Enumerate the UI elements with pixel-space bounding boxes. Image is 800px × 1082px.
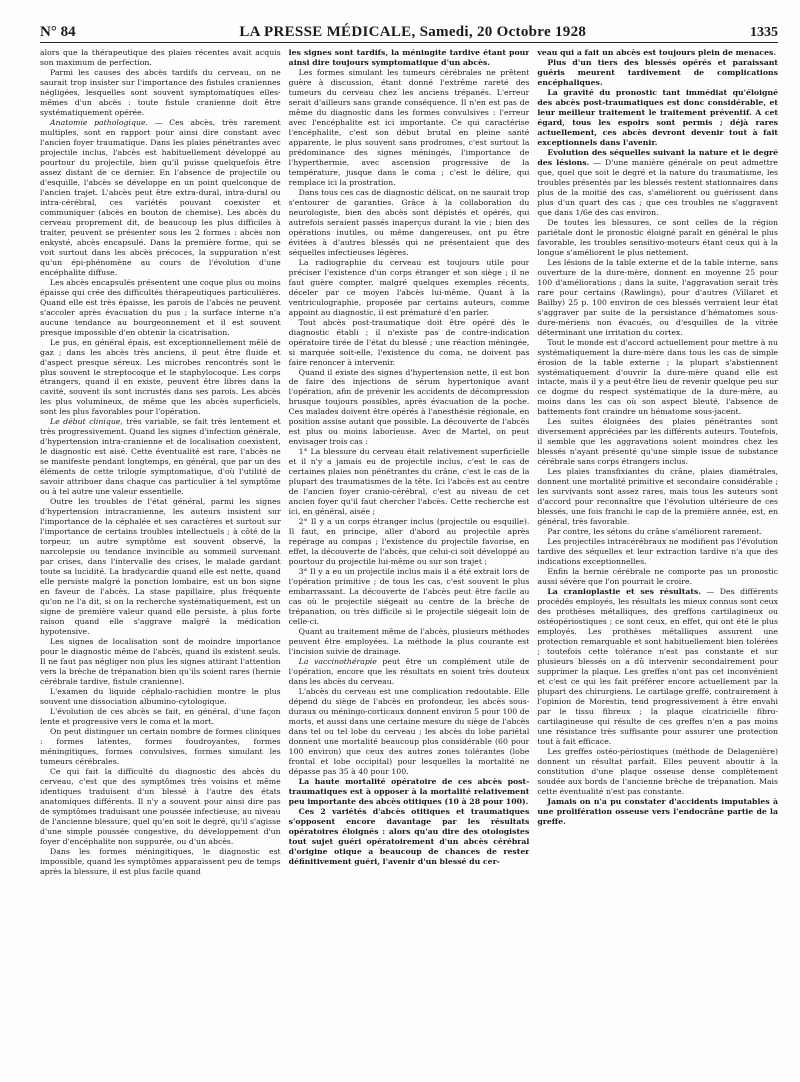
paragraph-text: Les greffes ostéo-périostiques (méthode de Delagenière) donnent un résultat parfait. Elles peuvent aboutir à la constitution d'une plaque osseuse dense complètement soudée aux bords de l'ancienne brèche de trépanation. Mais cette éventualité n'est pas constante. <box>537 746 779 796</box>
paragraph-text: Par contre, les sétons du crâne s'améliorent rarement. <box>547 527 763 537</box>
paragraph <box>40 118 281 278</box>
paragraph <box>537 258 778 338</box>
paragraph-text: De toutes les blessures, ce sont celles de la région pariétale dont le pronostic éloigné paraît en général le plus favorable, les troubles sensitivo-moteurs étant ceux qui à la longue s'améliorent le plus nettement. <box>537 217 779 257</box>
column-right <box>537 48 778 1076</box>
paragraph <box>537 527 778 537</box>
issue-number: N° 84 <box>40 24 76 40</box>
paragraph-text: Tout le monde est d'accord actuellement pour mettre à nu systématiquement la dure-mère dans tous les cas de simple érosion de la table externe ; la plupart s'abstiennent systématiquement d'ouvrir la dure-mère quand elle est intacte, mais il y a peut-être lieu de revenir quelque peu sur ce dogme du respect systématique de la dure-mère, au moins dans les cas où son aspect bleuté, l'absence de battements font craindre un hématome sous-jacent. <box>537 337 779 417</box>
paragraph-text: Les plaies transfixiantes du crâne, plaies diamétrales, donnent une mortalité primitive et secondaire considérable ; les survivants sont assez rares, mais tous les auteurs sont d'accord pour reconnaître que l'évolution ultérieure de ces blessés, une fois franchi le cap de la première année, est, en général, très favorable. <box>537 467 779 527</box>
paragraph <box>40 497 281 637</box>
paragraph-text: Les abcès encapsulés présentent une coque plus ou moins épaisse qui crée des difficultés thérapeutiques particulières. Quand elle est très épaisse, les parois de l'abcès ne peuvent s'accoler après évacuation du pus ; la surface interne n'a aucune tendance au bourgeonnement et il est souvent presque impossible d'en obtenir la cicatrisation. <box>40 277 281 337</box>
paragraph-text: Ce qui fait la difficulté du diagnostic des abcès du cerveau, c'est que des symptômes très voisins et même identiques traduisent d'un blessé à l'autre des états anatomiques différents. Il n'y a souvent pour ainsi dire pas de symptômes traduisant une poussée infectieuse, au niveau de l'ancienne blessure, quel qu'en soit le degré, qu'il s'agisse d'une simple poussée congestive, du développement d'un foyer d'encéphalite non suppurée, ou d'un abcès. <box>40 766 281 846</box>
paragraph <box>40 417 281 497</box>
paragraph-text: Quant au traitement même de l'abcès, plusieurs méthodes peuvent être employées. La méthode la plus courante est l'incision suivie de drainage. <box>288 627 530 657</box>
paragraph <box>289 777 530 807</box>
paragraph <box>537 537 778 567</box>
paragraph-text: Outre les troubles de l'état général, parmi les signes d'hypertension intracranienne, les auteurs insistent sur l'importance de la céphalée et ses caractères et surtout sur l'importance de certains troubles intellectuels ; à côté de la torpeur, un autre symptôme est souvent observé, la narcolepsie ou tendance invincible au sommeil survenant par crises, dans l'intervalle des crises, le malade gardant toute sa lucidité. La bradycardie quand elle est nette, quand elle persiste malgré la ponction lombaire, est un bon signe en faveur de l'abcès. La stase papillaire, plus fréquente qu'on ne l'a dit, si on la recherche systématiquement, est un signe de première valeur quand elle persiste, à plus forte raison quand elle s'aggrave malgré la médication hypotensive. <box>40 497 281 637</box>
article-columns <box>40 48 778 1076</box>
column-left <box>40 48 281 1076</box>
paragraph <box>537 58 778 88</box>
paragraph-text: les signes sont tardifs, la méningite tardive étant pour ainsi dire toujours symptomatique d'un abcès. <box>288 48 530 67</box>
paragraph-text: L'abcès du cerveau est une complication redoutable. Elle dépend du siège de l'abcès en profondeur, les abcès sous-duraux ou méningo-corticaux donnent environ 5 pour 100 de morts, et aussi dans une certaine mesure du siège de l'abcès dans tel ou tel lobe du cerveau ; les abcès du lobe pariétal donnent une mortalité beaucoup plus considérable (60 pour 100 environ) que ceux des autres zones tolérantes (lobe frontal et lobe occipital) pour lesquelles la mortalité ne dépasse pas 35 à 40 pour 100. <box>288 687 530 776</box>
paragraph <box>40 48 281 68</box>
paragraph <box>40 707 281 727</box>
paragraph-text: 2° Il y a un corps étranger inclus (projectile ou esquille). Il faut, en principe, aller d'abord au projectile après repérage au compas ; l'existence du projectile favorise, en effet, la découverte de l'abcès, que celui-ci soit développé au pourtour du projectile lui-même ou sur son trajet ; <box>288 517 530 567</box>
paragraph-text: Tout abcès post-traumatique doit être opéré dès le diagnostic établi ; il n'existe pas de contre-indication opératoire tirée de l'état du blessé ; une réaction méningée, si marquée soit-elle, l'existence du coma, ne doivent pas faire renoncer à intervenir. <box>288 317 530 367</box>
paragraph <box>40 637 281 687</box>
paragraph-text: La gravité du pronostic tant immédiat qu'éloigné des abcès post-traumatiques est donc considérable, et leur meilleur traitement le traitement préventif. A cet égard, tous les espoirs sont permis ; déjà rares actuellement, ces abcès devront devenir tout à fait exceptionnels dans l'avenir. <box>537 87 779 147</box>
paragraph <box>537 88 778 148</box>
paragraph <box>40 847 281 877</box>
paragraph-text: La haute mortalité opératoire de ces abcès post-traumatiques est à opposer à la mortalité relativement peu importante des abcès otitiques (10 à 28 pour 100). <box>288 776 530 806</box>
paragraph-text: — Ces abcès, très rarement multiples, sont en rapport pour ainsi dire constant avec l'ancien foyer traumatique. Dans les plaies pénétrantes avec projectile inclus, l'abcès est habituellement développé au pourtour du projectile, bien qu'il puisse quelquefois être assez distant de ce dernier. En l'absence de projectile ou d'esquille, l'abcès se développe en un point quelconque de l'ancien trajet. L'abcès peut être extra-dural, intra-dural ou intra-cérébral, ces variétés pouvant coexister et communiquer (abcès en bouton de chemise). Les abcès du cerveau proprement dit, de beaucoup les plus difficiles à traiter, peuvent se présenter sous les 2 formes : abcès non enkysté, abcès encapsulé. Dans la première forme, qui se voit surtout dans les abcès précoces, la suppuration n'est qu'un épi-phénomène au cours de l'évolution d'une encéphalite diffuse. <box>40 117 281 277</box>
journal-title: LA PRESSE MÉDICALE, Samedi, 20 Octobre 1928 <box>239 24 587 40</box>
paragraph <box>289 318 530 368</box>
paragraph-text: peut être un complément utile de l'opération, encore que les résultats en soient très douteux dans les abcès du cerveau. <box>288 657 530 687</box>
paragraph <box>289 68 530 188</box>
paragraph <box>289 368 530 448</box>
paragraph-text: Le pus, en général épais, est exceptionnellement mêlé de gaz ; dans les abcès très anciens, il peut être fluide et d'aspect presque séreux. Les microbes rencontrés sont le plus souvent le streptocoque et le staphylocoque. Les corps étrangers, quand il en existe, peuvent être libres dans la cavité, souvent ils sont incrustés dans ses parois. Les abcès les plus volumineux, de même que les abcès superficiels, sont les plus favorables pour l'opération. <box>40 337 281 417</box>
paragraph <box>537 467 778 527</box>
paragraph-text: — Des différents procédés employés, les résultats les mieux connus sont ceux des prothèses métalliques, des greffons cartilagineux ou ostéopériostiques ; ce sont ceux, en effet, qui ont été le plus employés. Les prothèses métalliques assurent une protection remarquable et sont habituellement bien tolérées ; toutefois cette tolérance n'est pas constante et sur plusieurs blessés on a dû intervenir secondairement pour supprimer la plaque. Les greffes n'ont pas cet inconvénient et c'est ce qui les fait préférer encore actuellement par la plupart des chirurgiens. Le cartilage greffé, contrairement à l'opinion de Morestin, tend progressivement à être envahi par le tissu fibreux ; la plaque cicatricielle fibro-cartilagineuse qui résulte de ces greffes n'en a pas moins une résistance très suffisante pour assurer une protection tout à fait efficace. <box>537 587 779 746</box>
paragraph <box>289 807 530 867</box>
paragraph-text: L'examen du liquide céphalo-rachidien montre le plus souvent une dissociation albumino-cytologique. <box>40 687 281 706</box>
paragraph-lead: Le début clinique <box>50 417 121 427</box>
paragraph <box>537 797 778 827</box>
paragraph <box>537 567 778 587</box>
paragraph-text: Parmi les causes des abcès tardifs du cerveau, on ne saurait trop insister sur l'importance des fistules craniennes négligées, lesquelles sont souvent symptomatiques elles-mêmes d'un abcès : toute fistule cranienne doit être systématiquement opérée. <box>40 67 281 117</box>
paragraph-text: veau qui a fait un abcès est toujours plein de menaces. <box>537 48 777 57</box>
paragraph-text: On peut distinguer un certain nombre de formes cliniques : formes latentes, formes foudroyantes, formes méningitiques, formes convulsives, formes simulant les tumeurs cérébrales. <box>40 726 281 766</box>
paragraph <box>537 338 778 418</box>
paragraph <box>289 567 530 627</box>
paragraph <box>40 278 281 338</box>
paragraph-text: 3° Il y a eu un projectile inclus mais il a été extrait lors de l'opération primitive ; de tous les cas, c'est souvent le plus embarrassant. La découverte de l'abcès peut être facile au cas où le projectile siégeait au centre de la brèche de trépanation, ou très difficile si le projectile siégeait loin de celle-ci. <box>288 567 530 627</box>
paragraph <box>289 687 530 777</box>
paragraph <box>289 188 530 258</box>
paragraph <box>537 587 778 747</box>
paragraph-text: Les lésions de la table externe et de la table interne, sans ouverture de la dure-mère, donnent en moyenne 25 pour 100 d'améliorations ; dans la suite, l'aggravation serait très rare pour certains (Rawlings), pour d'autres (Villaret et Bailby) 25 p. 100 environ de ces blessés verraient leur état s'aggraver par suite de la persistance d'hématomes sous-dure-mériens non évacués, ou d'esquilles de la vitrée déterminant une irritation du cortex. <box>537 257 779 337</box>
paragraph-lead: La vaccinothérapie <box>298 657 377 667</box>
header-rule <box>40 42 778 43</box>
paragraph-text: Les projectiles intracérébraux ne modifient pas l'évolution tardive des séquelles et leur extraction tardive n'a que des indications exceptionnelles. <box>537 537 779 567</box>
paragraph <box>537 747 778 797</box>
paragraph <box>40 68 281 118</box>
paragraph <box>40 338 281 418</box>
paragraph-text: , très variable, se fait très lentement et très progressivement. Quand les signes d'infection générale, d'hypertension intra-cranienne et de localisation coexistent, le diagnostic est aisé. Cette éventualité est rare, l'abcès ne se manifeste pendant longtemps, en général, que par un des éléments de cette trilogie symptomatique, d'où l'utilité de savoir attribuer dans chaque cas particulier à tel symptôme ou à tel autre une valeur essentielle. <box>40 417 281 497</box>
paragraph <box>537 48 778 58</box>
paragraph-text: La radiographie du cerveau est toujours utile pour préciser l'existence d'un corps étranger et son siège ; il ne faut guère compter, malgré quelques exemples récents, déceler par ce moyen l'abcès lui-même. Quant à la ventriculographie, proposée par certains auteurs, comme appoint au diagnostic, il est prématuré d'en parler. <box>288 257 530 317</box>
paragraph <box>289 48 530 68</box>
paragraph-text: Dans les formes méningitiques, le diagnostic est impossible, quand les symptômes apparaissent peu de temps après la blessure, il est plus facile quand <box>40 846 281 876</box>
paragraph-text: Les suites éloignées des plaies pénétrantes sont diversement appréciées par les différents auteurs. Toutefois, il semble que les aggravations soient moindres chez les blessés n'ayant présenté qu'une simple issue de substance cérébrale sans corps étrangers inclus. <box>537 417 779 467</box>
paragraph-lead: La cranioplastie et ses résultats. <box>547 587 701 597</box>
paragraph-text: 1° La blessure du cerveau était relativement superficielle et il n'y a jamais eu de projectile inclus, c'est le cas de certaines plaies non pénétrantes du crâne, c'est le cas de la plupart des traumatismes de la tête. Ici l'abcès est au centre de l'ancien foyer cranio-cérébral, c'est au niveau de cet ancien foyer qu'il faut chercher l'abcès. Cette recherche est ici, en général, aisée ; <box>288 447 530 517</box>
paragraph-text: Jamais on n'a pu constater d'accidents imputables à une prolifération osseuse vers l'endocrâne partie de la greffe. <box>537 796 779 826</box>
paragraph <box>289 627 530 657</box>
paragraph-lead: Anatomie pathologique. <box>50 117 149 127</box>
paragraph <box>289 447 530 517</box>
paragraph-text: Enfin la hernie cérébrale ne comporte pas un pronostic aussi sévère que l'on pourrait le croire. <box>537 567 779 587</box>
paragraph <box>289 258 530 318</box>
paragraph <box>537 417 778 467</box>
paragraph <box>289 657 530 687</box>
paragraph <box>40 687 281 707</box>
paragraph <box>289 517 530 567</box>
paragraph-text: Ces 2 variétés d'abcès otitiques et traumatiques s'opposent encore davantage par les résultats opératoires éloignés : alors qu'au dire des otologistes tout sujet guéri opératoirement d'un abcès cérébral d'origine otique a beaucoup de chances de rester définitivement guéri, l'avenir d'un blessé du cer- <box>288 806 530 866</box>
paragraph <box>40 767 281 847</box>
page-number: 1335 <box>749 25 778 40</box>
paragraph <box>537 218 778 258</box>
paragraph-text: L'évolution de ces abcès se fait, en général, d'une façon lente et progressive vers le coma et la mort. <box>40 706 281 726</box>
column-middle <box>289 48 530 1076</box>
page-header <box>40 24 778 41</box>
paragraph-text: — D'une manière générale on peut admettre que, quel que soit le degré et la nature du traumatisme, les troubles présentés par les blessés restent stationnaires dans plus de la moitié des cas, s'améliorent ou guérissent dans plus d'un quart des cas ; que ces troubles ne s'aggravent que dans 1/6e des cas environ. <box>537 157 779 217</box>
paragraph-text: Dans tous ces cas de diagnostic délicat, on ne saurait trop s'entourer de garanties. Grâce à la collaboration du neurologiste, bien des abcès sont dépistés et opérés, qui autrefois seraient passés inaperçus durant la vie ; bien des opérations inutiles, ou même dangereuses, ont pu être évitées à d'autres blessés qui ne présentaient que des séquelles infectieuses légères. <box>288 187 530 257</box>
paragraph-text: alors que la thérapeutique des plaies récentes avait acquis son maximum de perfection. <box>40 48 281 67</box>
paragraph <box>537 148 778 218</box>
paragraph-text: Quand il existe des signes d'hypertension nette, il est bon de faire des injections de sérum hypertonique avant l'opération, afin de prévenir les accidents de décompression brusque toujours possibles, après évacuation de la poche. Ces malades doivent être opérés à l'anesthésie régionale, en position assise autant que possible. La découverte de l'abcès est plus ou moins laborieuse. Avec de Martel, on peut envisager trois cas : <box>288 367 530 447</box>
paragraph-text: Les signes de localisation sont de moindre importance pour le diagnostic même de l'abcès, quand ils existent seuls. Il ne faut pas négliger non plus les signes attirant l'attention vers la brèche de trépanation bien qu'ils soient rares (hernie cérébrale tardive, fistule cranienne). <box>40 637 281 687</box>
paragraph-text: Les formes simulant les tumeurs cérébrales ne prêtent guère à discussion, étant donné l'extrême rareté des tumeurs du cerveau chez les anciens trépanés. L'erreur serait d'ailleurs sans grande conséquence. Il n'en est pas de même du diagnostic dans les formes convulsives : l'erreur avec l'encéphalite est ici importante. Ce qui caractérise l'encéphalite, c'est son début brutal en pleine santé apparente, le plus souvent sans prodromes, c'est surtout la prédominance des signes méningés, l'importance de l'hyperthermie, avec ascension progressive de la température, jusque dans le coma ; c'est le délire, qui remplace ici la prostration. <box>288 67 530 187</box>
paragraph-lead: Evolution des séquelles suivant la nature et le degré des lésions. <box>537 147 779 167</box>
paragraph-text: Plus d'un tiers des blessés opérés et paraissant guéris meurent tardivement de complications encéphaliques. <box>537 57 779 87</box>
paragraph <box>40 727 281 767</box>
